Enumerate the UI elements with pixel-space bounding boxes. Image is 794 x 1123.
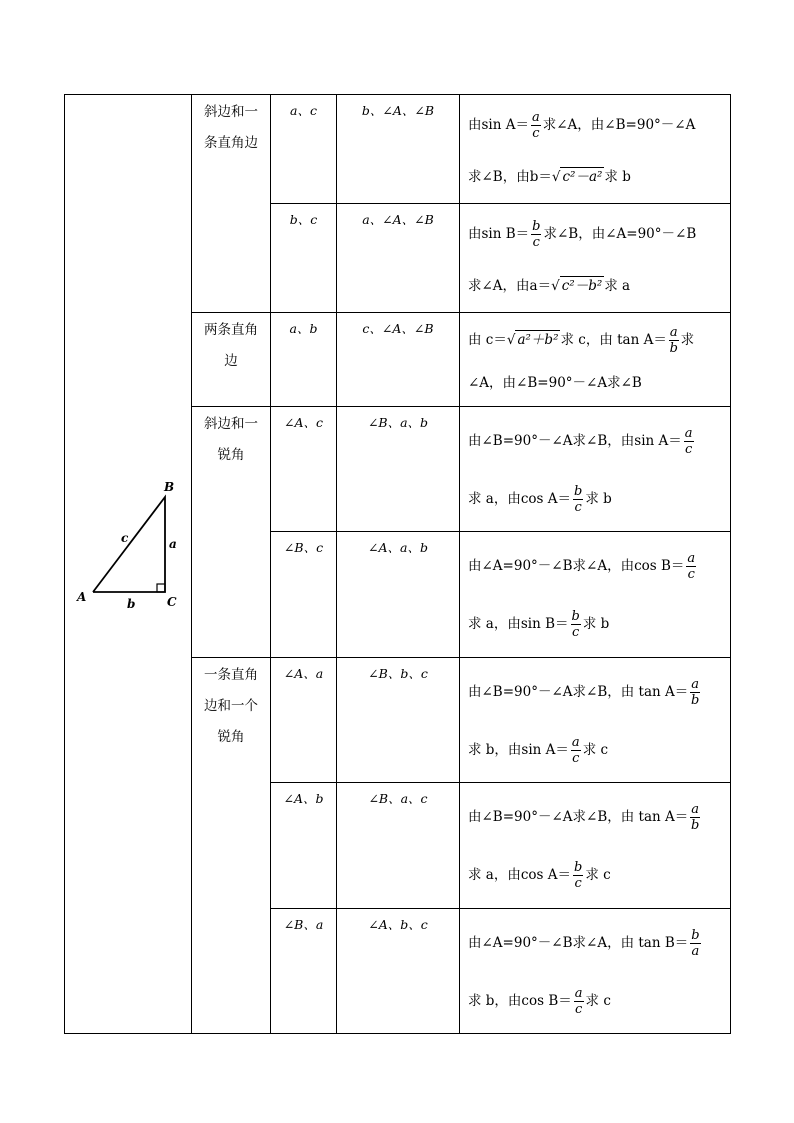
- given-values: a、b: [271, 313, 337, 407]
- unknown-values: c、∠A、∠B: [337, 313, 460, 407]
- solving-right-triangles-table: [64, 94, 731, 1034]
- side-label-c: c: [121, 531, 129, 545]
- category-hypotenuse-and-acute-angle: 斜边和一锐角: [192, 407, 271, 658]
- triangle-figure-cell: [65, 95, 192, 1034]
- table-row: [65, 95, 731, 204]
- vertex-label-A: A: [77, 590, 87, 604]
- unknown-values: ∠B、a、c: [337, 783, 460, 909]
- unknown-values: b、∠A、∠B: [337, 95, 460, 204]
- solution-formula: 由∠B=90°－∠A求∠B，由 tan A＝ $\frac{a}{b}$ 求 a，由cos A＝ $\frac{b}{c}$ 求 c: [460, 783, 731, 909]
- solution-formula: 由 c＝√ a²＋b² 求 c，由 tan A＝ $\frac{a}{b}$ 求 ∠A，由∠B=90°－∠A求∠B: [460, 313, 731, 407]
- category-two-legs: 两条直角边: [192, 313, 271, 407]
- given-values: ∠B、a: [271, 909, 337, 1034]
- right-triangle-diagram: [65, 482, 192, 642]
- side-label-a: a: [169, 537, 177, 551]
- solution-formula: 由∠A=90°－∠B求∠A，由 tan B＝ $\frac{b}{a}$ 求 b，由cos B＝ $\frac{a}{c}$ 求 c: [460, 909, 731, 1034]
- vertex-label-B: B: [164, 482, 175, 494]
- given-values: b、c: [271, 204, 337, 313]
- solution-formula: 由sin B＝ $\frac{b}{c}$ 求∠B，由∠A=90°－∠B 求∠A，由a＝√ c²－b² 求 a: [460, 204, 731, 313]
- solution-formula: 由∠A=90°－∠B求∠A，由cos B＝ $\frac{a}{c}$ 求 a，由sin B＝ $\frac{b}{c}$ 求 b: [460, 532, 731, 658]
- category-leg-and-acute-angle: 一条直角边和一个锐角: [192, 658, 271, 1034]
- unknown-values: a、∠A、∠B: [337, 204, 460, 313]
- unknown-values: ∠B、a、b: [337, 407, 460, 532]
- unknown-values: ∠B、b、c: [337, 658, 460, 783]
- vertex-label-C: C: [167, 595, 177, 609]
- given-values: ∠B、c: [271, 532, 337, 658]
- given-values: ∠A、c: [271, 407, 337, 532]
- side-label-b: b: [127, 597, 136, 611]
- unknown-values: ∠A、a、b: [337, 532, 460, 658]
- category-hypotenuse-and-leg: 斜边和一条直角边: [192, 95, 271, 313]
- solution-formula: 由sin A＝ $\frac{a}{c}$ 求∠A，由∠B=90°－∠A 求∠B，由b＝√ c²－a² 求 b: [460, 95, 731, 204]
- given-values: a、c: [271, 95, 337, 204]
- given-values: ∠A、b: [271, 783, 337, 909]
- triangle-outline: [93, 497, 165, 592]
- solution-formula: 由∠B=90°－∠A求∠B，由 tan A＝ $\frac{a}{b}$ 求 b，由sin A＝ $\frac{a}{c}$ 求 c: [460, 658, 731, 783]
- unknown-values: ∠A、b、c: [337, 909, 460, 1034]
- given-values: ∠A、a: [271, 658, 337, 783]
- right-angle-mark: [157, 584, 165, 592]
- solution-formula: 由∠B=90°－∠A求∠B，由sin A＝ $\frac{a}{c}$ 求 a，由cos A＝ $\frac{b}{c}$ 求 b: [460, 407, 731, 532]
